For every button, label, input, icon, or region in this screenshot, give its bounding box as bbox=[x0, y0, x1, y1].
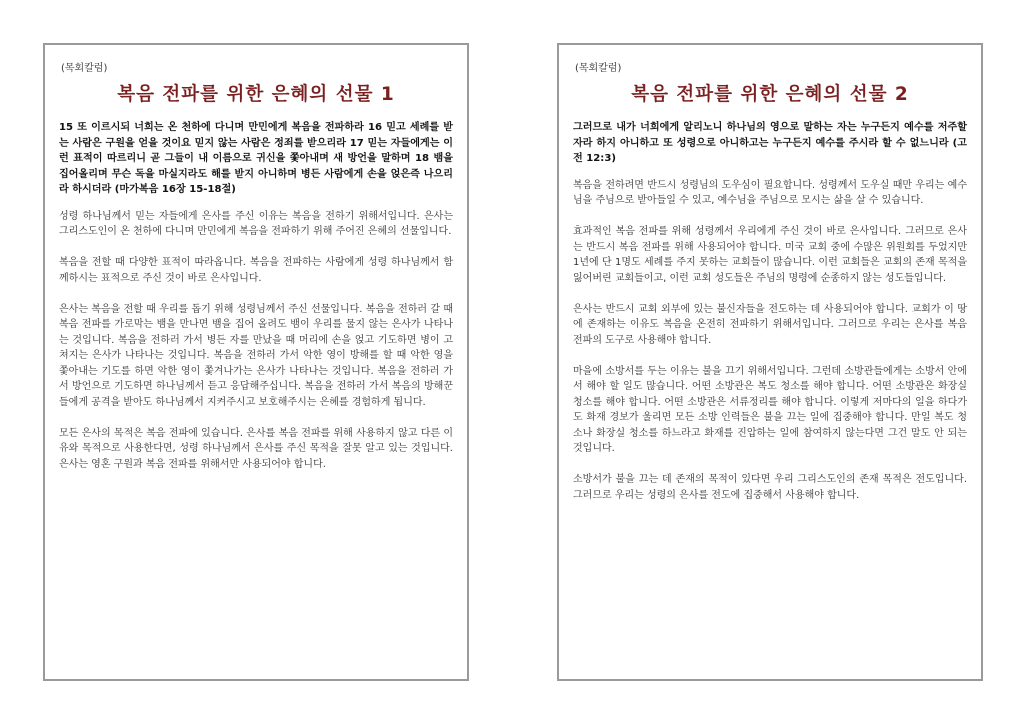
paragraph: 복음을 전하려면 반드시 성령님의 도우심이 필요합니다. 성령께서 도우실 때만 우리는 예수님을 주님으로 받아들일 수 있고, 예수님을 주님으로 모시는 삶을 살 수 있습니다. bbox=[573, 179, 967, 206]
paragraph: 성령 하나님께서 믿는 자들에게 은사를 주신 이유는 복음을 전하기 위해서입니다. 은사는 그리스도인이 온 천하에 다니며 만민에게 복음을 전파하기 위해 주어진 은혜의 선물입니다. bbox=[59, 210, 453, 237]
column-tag: (목회칼럼) bbox=[61, 63, 108, 74]
column-title: 복음 전파를 위한 은혜의 선물 1 bbox=[117, 84, 395, 105]
paragraph: 모든 은사의 목적은 복음 전파에 있습니다. 은사를 복음 전파를 위해 사용하지 않고 다른 이유와 목적으로 사용한다면, 성령 하나님께서 은사를 주신 목적을 잘못 알고 있는 것입니다. 은사는 영혼 구원과 복음 전파를 위해서만 사용되어야 합니다. bbox=[59, 427, 453, 470]
scripture-verse: 15 또 이르시되 너희는 온 천하에 다니며 만민에게 복음을 전파하라 16 믿고 세례를 받는 사람은 구원을 얻을 것이요 믿지 않는 사람은 정죄를 받으리라 17 믿는 자들에게는 이런 표적이 따르리니 곧 그들이 내 이름으로 귀신을 쫓아내며 새 방언을 말하며 18 뱀을 집어올리며 무슨 독을 마실지라도 해를 받지 아니하며 병든 사람에게 손을 얹은즉 나으리라 하시더라 (마가복음 16장 15-18절) bbox=[59, 122, 453, 195]
paragraph: 복음을 전할 때 다양한 표적이 따라옵니다. 복음을 전파하는 사람에게 성령 하나님께서 함께하시는 표적으로 주신 것이 바로 은사입니다. bbox=[59, 257, 453, 284]
paragraph: 마을에 소방서를 두는 이유는 불을 끄기 위해서입니다. 그런데 소방관들에게는 소방서 안에서 해야 할 일도 많습니다. 어떤 소방관은 복도 청소를 해야 합니다. 어떤 소방관은 화장실 청소를 해야 합니다. 어떤 소방관은 서류정리를 해야 합니다. 이렇게 저마다의 일을 하다가도 화재 경보가 울리면 모든 소방 인력들은 불을 끄는 일에 집중해야 합니다. 만일 복도 청소나 화장실 청소를 하느라고 화재를 진압하는 일에 참여하지 않는다면 그건 말도 안 되는 것입니다. bbox=[573, 365, 967, 454]
column-right bbox=[557, 43, 983, 681]
paragraph: 은사는 반드시 교회 외부에 있는 불신자들을 전도하는 데 사용되어야 합니다. 교회가 이 땅에 존재하는 이유도 복음을 온전히 전파하기 위해서입니다. 그러므로 우리는 은사를 복음 전파의 도구로 사용해야 합니다. bbox=[573, 303, 967, 346]
column-tag: (목회칼럼) bbox=[575, 63, 622, 74]
column-title: 복음 전파를 위한 은혜의 선물 2 bbox=[631, 84, 909, 105]
paragraph: 효과적인 복음 전파를 위해 성령께서 우리에게 주신 것이 바로 은사입니다. 그러므로 은사는 반드시 복음 전파를 위해 사용되어야 합니다. 미국 교회 중에 수많은 위원회를 두었지만 1년에 단 1명도 세례를 주지 못하는 교회들이 많습니다. 이런 교회들은 교회의 존재 목적을 잃어버린 교회들이고, 이런 교회 성도들은 주님의 명령에 순종하지 않는 성도들입니다. bbox=[573, 226, 967, 284]
column-left bbox=[43, 43, 469, 681]
paragraph: 은사는 복음을 전할 때 우리를 돕기 위해 성령님께서 주신 선물입니다. 복음을 전하러 갈 때 복음 전파를 가로막는 뱀을 만나면 뱀을 집어 올려도 뱀이 우리를 물지 않는 은사가 나타나는 것입니다. 복음을 전하러 가서 병든 자를 만났을 때 머리에 손을 얹고 기도하면 병이 고쳐지는 은사가 나타나는 것입니다. 복음을 전하러 가서 악한 영이 방해를 할 때 악한 영을 쫓아내는 기도를 하면 악한 영이 쫓겨나가는 은사가 나타나는 것입니다. 복음을 전하러 가서 방언으로 기도하면 하나님께서 듣고 응답해주십니다. 복음을 전하러 가서 복음의 방해꾼들에게 공격을 받아도 하나님께서 지켜주시고 보호해주시는 은혜를 경험하게 됩니다. bbox=[59, 303, 453, 408]
scripture-verse: 그러므로 내가 너희에게 알리노니 하나님의 영으로 말하는 자는 누구든지 예수를 저주할 자라 하지 아니하고 또 성령으로 아니하고는 누구든지 예수를 주시라 할 수 없느니라 (고전 12:3) bbox=[573, 122, 967, 164]
paragraph: 소방서가 불을 끄는 데 존재의 목적이 있다면 우리 그리스도인의 존재 목적은 전도입니다. 그러므로 우리는 성령의 은사를 전도에 집중해서 사용해야 합니다. bbox=[573, 474, 967, 501]
